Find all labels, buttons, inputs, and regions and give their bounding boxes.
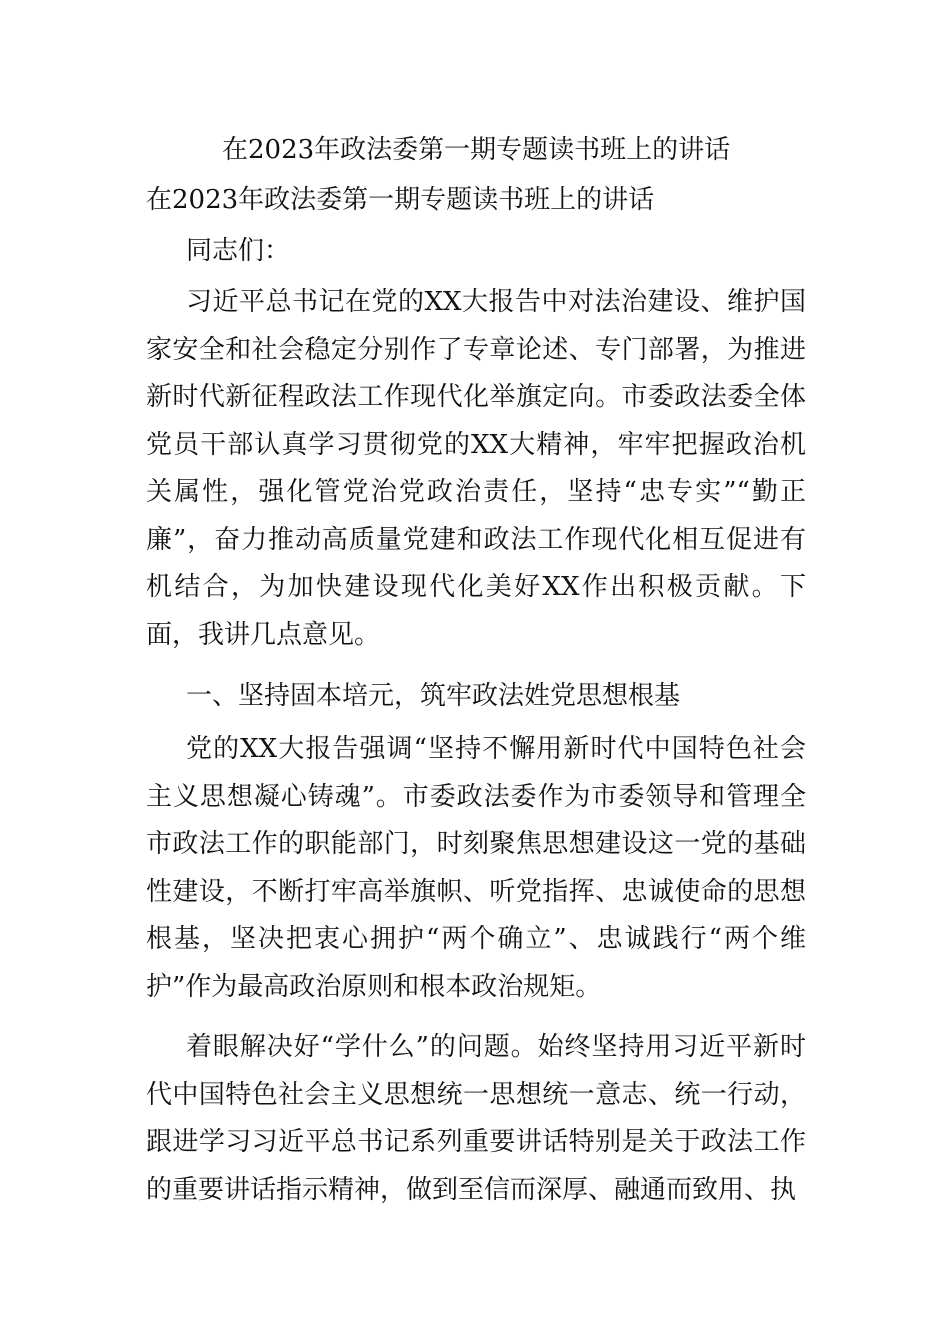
document-subtitle: 在2023年政法委第一期专题读书班上的讲话 xyxy=(146,185,655,215)
section-heading-1: 一、坚持固本培元，筑牢政法姓党思想根基 xyxy=(186,681,681,711)
greeting: 同志们： xyxy=(186,236,291,266)
paragraph-section-1: 党的XX大报告强调“坚持不懈用新时代中国特色社会主义思想凝心铸魂”。市委政法委作为市委领导和管理全市政法工作的职能部门，时刻聚焦思想建设这一党的基础性建设，不断打牢高举旗帜、听党指挥、忠诚使命的思想根基，坚决把衷心拥护“两个确立”、忠诚践行“两个维护”作为最高政治原则和根本政治规矩。 xyxy=(146,734,806,1002)
document-title: 在2023年政法委第一期专题读书班上的讲话 xyxy=(222,135,731,165)
paragraph-study-what: 着眼解决好“学什么”的问题。始终坚持用习近平新时代中国特色社会主义思想统一思想统一意志、统一行动，跟进学习习近平总书记系列重要讲话特别是关于政法工作的重要讲话指示精神，做到至信而深厚、融通而致用、执 xyxy=(146,1032,806,1205)
paragraph-intro: 习近平总书记在党的XX大报告中对法治建设、维护国家安全和社会稳定分别作了专章论述、专门部署，为推进新时代新征程政法工作现代化举旗定向。市委政法委全体党员干部认真学习贯彻党的XX大精神，牢牢把握政治机关属性，强化管党治党政治责任，坚持“忠专实”“勤正廉”，奋力推动高质量党建和政法工作现代化相互促进有机结合，为加快建设现代化美好XX作出积极贡献。下面，我讲几点意见。 xyxy=(146,287,806,650)
